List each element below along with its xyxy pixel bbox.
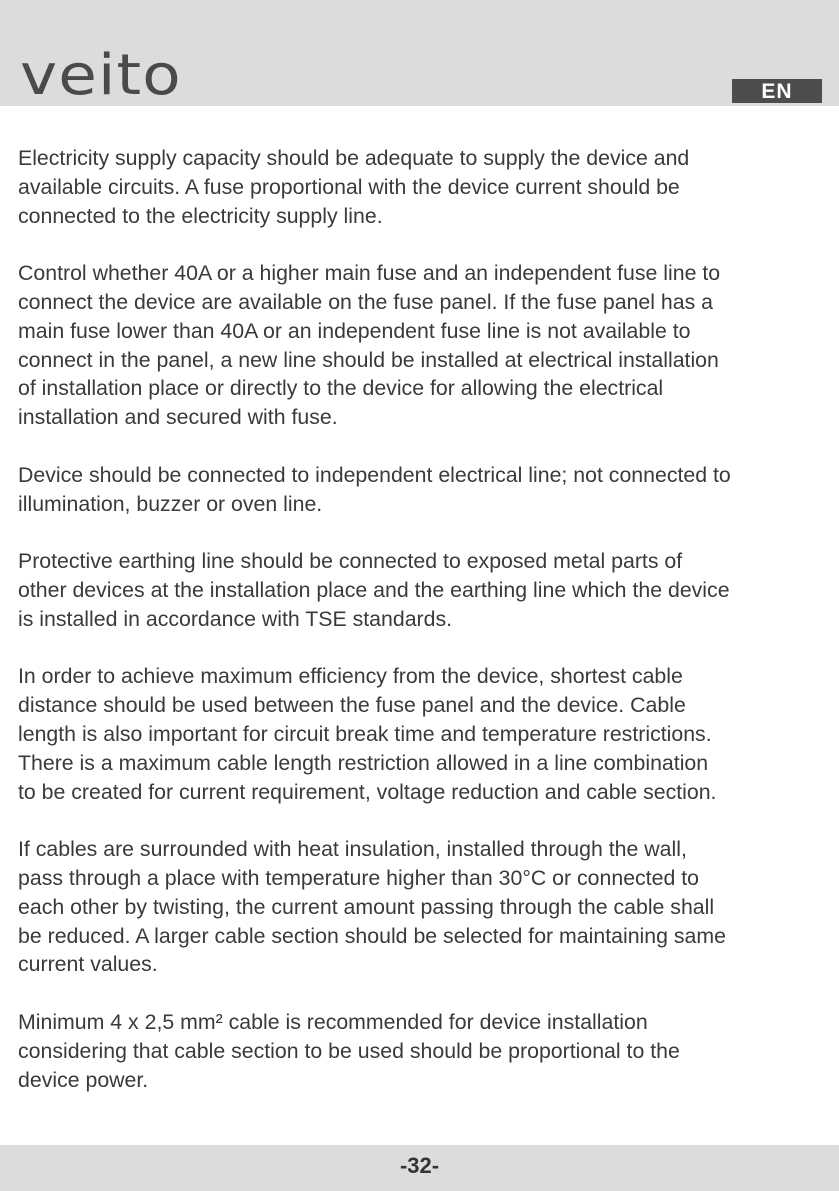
paragraph-heat-insulation: If cables are surrounded with heat insulation, installed through the wall, pass through a place with temperature higher than 30°C or connected to each other by twisting, the current amount passing through the cable shall be reduced. A larger cable section should be selected for maintaining same current values. <box>18 837 726 977</box>
paragraph-earthing: Protective earthing line should be connected to exposed metal parts of other devices at the installation place and the earthing line which the device is installed in accordance with TSE standards. <box>18 549 730 631</box>
paragraph-main-fuse: Control whether 40A or a higher main fuse and an independent fuse line to connect the device are available on the fuse panel. If the fuse panel has a main fuse lower than 40A or an independent fuse line is not available to connect in the panel, a new line should be installed at electrical installation of installation place or directly to the device for allowing the electrical installation and secured with fuse. <box>18 261 721 430</box>
paragraph-cable-size: Minimum 4 x 2,5 mm² cable is recommended for device installation considering that cable section to be used should be proportional to the device power. <box>18 1009 680 1092</box>
paragraph-cable-distance: In order to achieve maximum efficiency from the device, shortest cable distance should be used between the fuse panel and the device. Cable length is also important for circuit break time and temperature restrictions. There is a maximum cable length restriction allowed in a line combination to be created for current requirement, voltage reduction and cable section. <box>18 664 717 804</box>
paragraph-independent-line: Device should be connected to independent electrical line; not connected to illumination, buzzer or oven line. <box>18 462 731 516</box>
paragraph-supply-capacity: Electricity supply capacity should be adequate to supply the device and available circuits. A fuse proportional with the device current should be connected to the electricity supply line. <box>18 146 690 228</box>
body-text <box>18 144 833 1123</box>
page-number: -32- <box>399 1153 440 1178</box>
page-footer <box>0 1145 839 1191</box>
language-badge: EN <box>732 79 822 103</box>
brand-logo: veito <box>20 43 182 108</box>
page-header <box>0 0 839 106</box>
